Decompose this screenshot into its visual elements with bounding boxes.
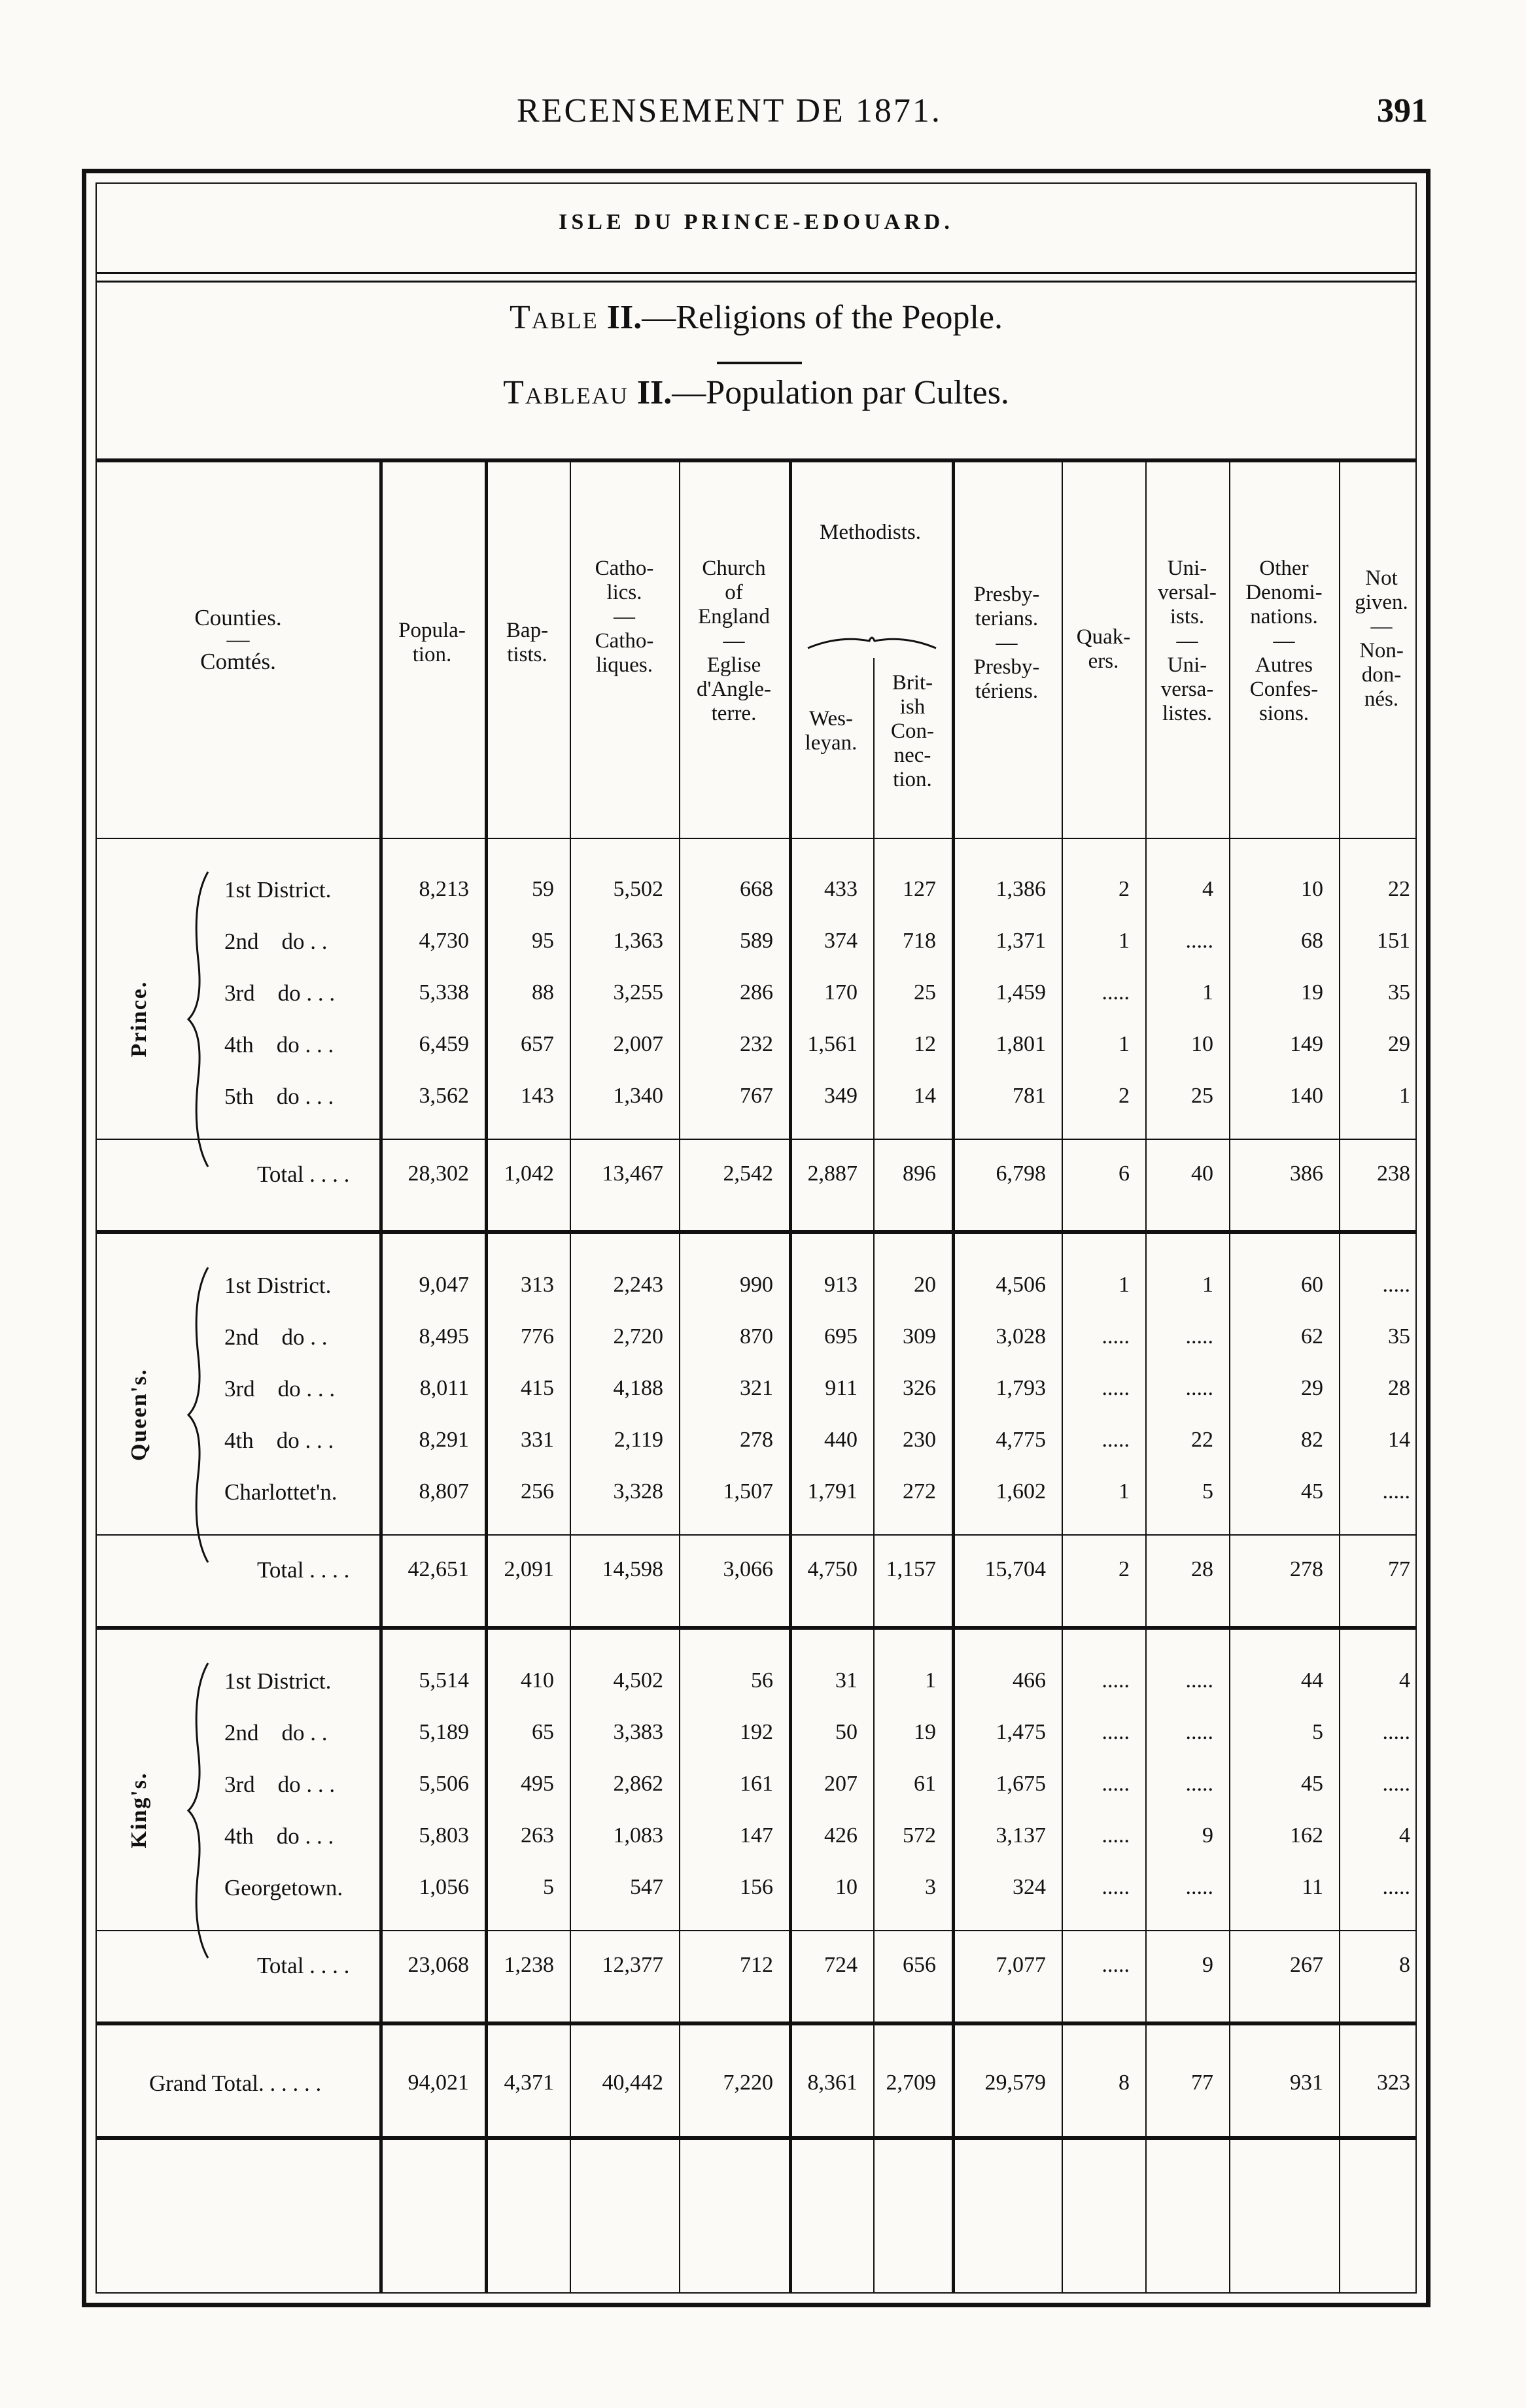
- methodists-brace: [806, 632, 937, 651]
- table-cell: 1,386: [996, 877, 1046, 901]
- table-cell: 3,137: [996, 1823, 1046, 1848]
- table-cell: 170: [824, 980, 858, 1005]
- table-cell: 4,730: [419, 929, 469, 953]
- grand-total-cell: 2,709: [886, 2071, 936, 2095]
- district-label: 1st District.: [224, 877, 332, 903]
- table-cell: 35: [1388, 1324, 1410, 1349]
- table-cell: 9: [1202, 1823, 1213, 1848]
- total-cell: 724: [824, 1953, 858, 1977]
- total-cell: 238: [1377, 1161, 1410, 1186]
- table-cell: .....: [1101, 1376, 1130, 1400]
- table-cell: 31: [835, 1668, 858, 1693]
- table-cell: 14: [1388, 1428, 1410, 1452]
- table-cell: .....: [1101, 1823, 1130, 1848]
- table-title-en-numeral: II.: [606, 299, 642, 336]
- col-sep: [379, 458, 383, 2292]
- header-wesleyan: Wes- leyan.: [805, 707, 858, 755]
- table-cell: .....: [1185, 1668, 1213, 1693]
- table-cell: 8,213: [419, 877, 469, 901]
- table-cell: 232: [740, 1032, 773, 1056]
- table-cell: 3,255: [613, 980, 663, 1005]
- table-cell: 5,803: [419, 1823, 469, 1848]
- col-sep: [570, 458, 571, 2292]
- total-cell: 6,798: [996, 1161, 1046, 1186]
- total-cell: 3,066: [723, 1557, 773, 1581]
- table-cell: 657: [521, 1032, 554, 1056]
- table-cell: 1,507: [723, 1479, 773, 1504]
- table-cell: 2,243: [613, 1273, 663, 1297]
- total-cell: 42,651: [408, 1557, 469, 1581]
- district-label: 2nd do . .: [224, 929, 328, 954]
- table-cell: 767: [740, 1084, 773, 1108]
- district-label: Charlottet'n.: [224, 1479, 338, 1505]
- total-cell: 1,238: [504, 1953, 554, 1977]
- table-cell: 6,459: [419, 1032, 469, 1056]
- col-sep: [1145, 458, 1147, 2292]
- table-cell: 440: [824, 1428, 858, 1452]
- table-cell: 776: [521, 1324, 554, 1349]
- table-cell: 547: [630, 1875, 663, 1899]
- table-cell: 5: [1202, 1479, 1213, 1504]
- table-cell: 5: [1312, 1720, 1323, 1744]
- table-cell: 140: [1290, 1084, 1323, 1108]
- header-catholics: Catho- lics. — Catho- liques.: [595, 557, 654, 677]
- table-cell: 415: [521, 1376, 554, 1400]
- district-label: 1st District.: [224, 1668, 332, 1694]
- total-cell: 14,598: [602, 1557, 663, 1581]
- header-population: Popula- tion.: [398, 619, 466, 666]
- total-cell: 278: [1290, 1557, 1323, 1581]
- total-cell: 40: [1191, 1161, 1213, 1186]
- grand-total-cell: 40,442: [602, 2071, 663, 2095]
- table-cell: 45: [1301, 1479, 1323, 1504]
- header-baptists: Bap- tists.: [506, 619, 549, 666]
- table-cell: 95: [532, 929, 554, 953]
- header-british-connection: Brit- ish Con- nec- tion.: [891, 671, 934, 791]
- table-cell: 62: [1301, 1324, 1323, 1349]
- table-cell: 589: [740, 929, 773, 953]
- table-cell: .....: [1185, 1376, 1213, 1400]
- county-separator-rule: [97, 1626, 1415, 1630]
- table-cell: 50: [835, 1720, 858, 1744]
- table-cell: 313: [521, 1273, 554, 1297]
- grand-total-label: Grand Total. . . . . .: [149, 2071, 322, 2096]
- table-cell: 1: [1202, 1273, 1213, 1297]
- table-cell: 22: [1191, 1428, 1213, 1452]
- table-cell: 4: [1399, 1823, 1410, 1848]
- col-sep: [679, 458, 680, 2292]
- table-cell: 5,502: [613, 877, 663, 901]
- table-cell: 1,371: [996, 929, 1046, 953]
- total-cell: 896: [903, 1161, 936, 1186]
- header-counties-fr: Comtés.: [200, 649, 276, 674]
- table-title-fr-text: —Population par Cultes.: [672, 374, 1009, 411]
- total-cell: 23,068: [408, 1953, 469, 1977]
- total-cell: 4,750: [807, 1557, 858, 1581]
- table-cell: 5,338: [419, 980, 469, 1005]
- table-title-french: [97, 373, 1415, 412]
- table-cell: .....: [1101, 1668, 1130, 1693]
- table-cell: 44: [1301, 1668, 1323, 1693]
- table-cell: 156: [740, 1875, 773, 1899]
- total-cell: 15,704: [984, 1557, 1046, 1581]
- table-title-fr-prefix: Tableau: [503, 374, 629, 411]
- total-cell: 2: [1118, 1557, 1130, 1581]
- table-cell: 1,793: [996, 1376, 1046, 1400]
- table-cell: .....: [1101, 1428, 1130, 1452]
- table-cell: 718: [903, 929, 936, 953]
- county-separator-rule: [97, 1230, 1415, 1234]
- total-label: Total . . . .: [257, 1161, 350, 1187]
- grand-total-cell: 8: [1118, 2071, 1130, 2095]
- table-cell: 2,119: [614, 1428, 663, 1452]
- table-cell: 10: [835, 1875, 858, 1899]
- table-cell: 1,602: [996, 1479, 1046, 1504]
- col-sep: [485, 458, 488, 2292]
- total-cell: 77: [1388, 1557, 1410, 1581]
- title-rule: [97, 272, 1415, 283]
- table-cell: .....: [1382, 1875, 1410, 1899]
- district-label: 5th do . . .: [224, 1084, 334, 1109]
- table-cell: 256: [521, 1479, 554, 1504]
- table-cell: 22: [1388, 877, 1410, 901]
- total-cell: 656: [903, 1953, 936, 1977]
- table-cell: 5: [543, 1875, 554, 1899]
- table-cell: .....: [1185, 1720, 1213, 1744]
- table-cell: 28: [1388, 1376, 1410, 1400]
- table-cell: 990: [740, 1273, 773, 1297]
- table-cell: 56: [751, 1668, 773, 1693]
- table-cell: 3,028: [996, 1324, 1046, 1349]
- table-cell: .....: [1101, 1772, 1130, 1796]
- county-brace: [185, 870, 211, 1168]
- total-cell: 2,091: [504, 1557, 554, 1581]
- table-cell: 68: [1301, 929, 1323, 953]
- table-cell: 426: [824, 1823, 858, 1848]
- table-cell: 1: [1118, 929, 1130, 953]
- total-cell: 12,377: [602, 1953, 663, 1977]
- district-label: 3rd do . . .: [224, 1376, 336, 1402]
- table-cell: 61: [914, 1772, 936, 1796]
- table-cell: 4: [1202, 877, 1213, 901]
- district-label: 4th do . . .: [224, 1428, 334, 1453]
- total-cell: 712: [740, 1953, 773, 1977]
- total-cell: 2,887: [807, 1161, 858, 1186]
- table-cell: 1,340: [613, 1084, 663, 1108]
- table-cell: 1: [1118, 1032, 1130, 1056]
- table-title-en-text: —Religions of the People.: [642, 299, 1003, 336]
- table-cell: 149: [1290, 1032, 1323, 1056]
- table-cell: 668: [740, 877, 773, 901]
- table-cell: 8,807: [419, 1479, 469, 1504]
- table-cell: 5,514: [419, 1668, 469, 1693]
- district-label: 3rd do . . .: [224, 980, 336, 1006]
- table-cell: .....: [1382, 1273, 1410, 1297]
- table-cell: 4: [1399, 1668, 1410, 1693]
- col-sep: [1339, 458, 1340, 2292]
- county-name: King's.: [127, 1772, 151, 1848]
- header-methodists: Methodists.: [820, 521, 921, 544]
- table-cell: 911: [825, 1376, 858, 1400]
- table-cell: 45: [1301, 1772, 1323, 1796]
- table-cell: 324: [1013, 1875, 1046, 1899]
- table-cell: 349: [824, 1084, 858, 1108]
- table-cell: 3,383: [613, 1720, 663, 1744]
- table-cell: 8,495: [419, 1324, 469, 1349]
- table-cell: 781: [1013, 1084, 1046, 1108]
- table-cell: 29: [1301, 1376, 1323, 1400]
- table-cell: 2: [1118, 1084, 1130, 1108]
- table-cell: 127: [903, 877, 936, 901]
- district-label: 2nd do . .: [224, 1324, 328, 1350]
- table-cell: .....: [1382, 1479, 1410, 1504]
- running-head-title: RECENSEMENT DE 1871.: [517, 92, 942, 129]
- table-cell: 192: [740, 1720, 773, 1744]
- table-cell: 1: [1118, 1479, 1130, 1504]
- total-cell: 28: [1191, 1557, 1213, 1581]
- table-cell: 1: [1118, 1273, 1130, 1297]
- table-cell: 1,475: [996, 1720, 1046, 1744]
- table-cell: 25: [1191, 1084, 1213, 1108]
- table-title-en-prefix: Table: [510, 299, 598, 336]
- total-cell: 28,302: [408, 1161, 469, 1186]
- page-number: 391: [1377, 92, 1428, 129]
- header-counties: Counties. — Comtés.: [97, 606, 379, 674]
- total-cell: 7,077: [996, 1953, 1046, 1977]
- grand-total-cell: 77: [1191, 2071, 1213, 2095]
- header-quakers: Quak- ers.: [1076, 625, 1131, 673]
- table-cell: .....: [1101, 1324, 1130, 1349]
- table-cell: 11: [1302, 1875, 1323, 1899]
- col-sep: [873, 658, 875, 2292]
- table-cell: 1,675: [996, 1772, 1046, 1796]
- total-label: Total . . . .: [257, 1953, 350, 1978]
- table-cell: 82: [1301, 1428, 1323, 1452]
- table-cell: 5,506: [419, 1772, 469, 1796]
- table-cell: .....: [1101, 980, 1130, 1005]
- table-cell: 20: [914, 1273, 936, 1297]
- title-separator: [717, 362, 802, 364]
- district-label: Georgetown.: [224, 1875, 343, 1901]
- table-cell: 433: [824, 877, 858, 901]
- table-cell: 143: [521, 1084, 554, 1108]
- table-cell: .....: [1185, 1772, 1213, 1796]
- subtotal-rule: [97, 1139, 1415, 1140]
- total-cell: .....: [1101, 1953, 1130, 1977]
- table-cell: .....: [1101, 1720, 1130, 1744]
- table-cell: 10: [1191, 1032, 1213, 1056]
- religion-table: [97, 458, 1415, 2292]
- table-cell: 88: [532, 980, 554, 1005]
- district-label: 3rd do . . .: [224, 1772, 336, 1797]
- table-cell: 3: [925, 1875, 936, 1899]
- table-cell: 870: [740, 1324, 773, 1349]
- table-cell: 1,561: [807, 1032, 858, 1056]
- table-cell: 2,862: [613, 1772, 663, 1796]
- table-cell: 410: [521, 1668, 554, 1693]
- table-cell: 374: [824, 929, 858, 953]
- table-cell: 1: [1202, 980, 1213, 1005]
- table-cell: 2,007: [613, 1032, 663, 1056]
- district-label: 2nd do . .: [224, 1720, 328, 1746]
- county-name: Prince.: [127, 980, 151, 1057]
- table-cell: 278: [740, 1428, 773, 1452]
- table-cell: 1,801: [996, 1032, 1046, 1056]
- table-cell: 8,291: [419, 1428, 469, 1452]
- table-cell: .....: [1382, 1772, 1410, 1796]
- header-counties-en: Counties.: [194, 605, 282, 630]
- header-bottom-rule: [97, 838, 1415, 839]
- table-cell: .....: [1185, 929, 1213, 953]
- table-cell: 1,083: [613, 1823, 663, 1848]
- grand-total-cell: 94,021: [408, 2071, 469, 2095]
- table-cell: 230: [903, 1428, 936, 1452]
- table-cell: 572: [903, 1823, 936, 1848]
- table-cell: 19: [1301, 980, 1323, 1005]
- table-cell: 272: [903, 1479, 936, 1504]
- table-cell: 19: [914, 1720, 936, 1744]
- table-title-english: [97, 298, 1415, 337]
- total-cell: 6: [1118, 1161, 1130, 1186]
- table-frame: [82, 169, 1431, 2307]
- grand-total-cell: 7,220: [723, 2071, 773, 2095]
- table-cell: .....: [1382, 1720, 1410, 1744]
- table-cell: 5,189: [419, 1720, 469, 1744]
- table-cell: 29: [1388, 1032, 1410, 1056]
- table-cell: 151: [1377, 929, 1410, 953]
- col-sep: [1062, 458, 1063, 2292]
- table-cell: .....: [1185, 1875, 1213, 1899]
- table-cell: 8,011: [419, 1376, 469, 1400]
- running-head: [0, 92, 1526, 131]
- grand-total-cell: 931: [1290, 2071, 1323, 2095]
- table-bottom-rule: [97, 2136, 1415, 2140]
- table-cell: 2: [1118, 877, 1130, 901]
- col-sep: [952, 458, 955, 2292]
- table-cell: 3,562: [419, 1084, 469, 1108]
- table-frame-inner: [95, 182, 1417, 2294]
- total-cell: 1,042: [504, 1161, 554, 1186]
- total-cell: 2,542: [723, 1161, 773, 1186]
- table-cell: 2,720: [613, 1324, 663, 1349]
- table-cell: 35: [1388, 980, 1410, 1005]
- table-cell: 466: [1013, 1668, 1046, 1693]
- table-cell: 286: [740, 980, 773, 1005]
- grand-total-cell: 323: [1377, 2071, 1410, 2095]
- table-title-fr-numeral: II.: [636, 374, 672, 411]
- county-brace: [185, 1266, 211, 1564]
- table-cell: 25: [914, 980, 936, 1005]
- table-cell: 309: [903, 1324, 936, 1349]
- header-not-given: Not given. — Non- don- nés.: [1355, 566, 1408, 711]
- table-cell: 161: [740, 1772, 773, 1796]
- total-cell: 267: [1290, 1953, 1323, 1977]
- total-cell: 1,157: [886, 1557, 936, 1581]
- subtotal-rule: [97, 1930, 1415, 1931]
- header-top-rule: [97, 458, 1415, 462]
- table-cell: 913: [824, 1273, 858, 1297]
- grand-total-cell: 29,579: [984, 2071, 1046, 2095]
- table-cell: 1,363: [613, 929, 663, 953]
- table-cell: 1,459: [996, 980, 1046, 1005]
- table-cell: .....: [1101, 1875, 1130, 1899]
- total-cell: 13,467: [602, 1161, 663, 1186]
- total-cell: 8: [1399, 1953, 1410, 1977]
- grand-total-cell: 4,371: [504, 2071, 554, 2095]
- county-separator-rule: [97, 2021, 1415, 2025]
- table-cell: 695: [824, 1324, 858, 1349]
- table-cell: 4,506: [996, 1273, 1046, 1297]
- table-cell: 1,791: [807, 1479, 858, 1504]
- table-cell: 10: [1301, 877, 1323, 901]
- table-cell: 263: [521, 1823, 554, 1848]
- col-sep: [1229, 458, 1230, 2292]
- header-church-of-england: Church of England — Eglise d'Angle- terre.: [696, 557, 772, 725]
- section-title: ISLE DU PRINCE-EDOUARD.: [559, 210, 954, 234]
- header-presbyterians: Presby- terians. — Presby- tériens.: [973, 583, 1040, 703]
- table-cell: 4,502: [613, 1668, 663, 1693]
- district-label: 4th do . . .: [224, 1032, 334, 1058]
- table-cell: 59: [532, 877, 554, 901]
- table-cell: 65: [532, 1720, 554, 1744]
- table-cell: .....: [1185, 1324, 1213, 1349]
- table-cell: 3,328: [613, 1479, 663, 1504]
- table-cell: 12: [914, 1032, 936, 1056]
- table-cell: 207: [824, 1772, 858, 1796]
- header-universalists: Uni- versal- ists. — Uni- versa- listes.: [1158, 557, 1217, 725]
- table-cell: 1: [1399, 1084, 1410, 1108]
- header-other-denominations: Other Denomi- nations. — Autres Confes- sions.: [1245, 557, 1323, 725]
- table-cell: 162: [1290, 1823, 1323, 1848]
- table-cell: 14: [914, 1084, 936, 1108]
- table-cell: 1: [925, 1668, 936, 1693]
- county-name: Queen's.: [127, 1367, 151, 1461]
- table-cell: 326: [903, 1376, 936, 1400]
- total-cell: 386: [1290, 1161, 1323, 1186]
- table-cell: 60: [1301, 1273, 1323, 1297]
- table-cell: 1,056: [419, 1875, 469, 1899]
- table-cell: 9,047: [419, 1273, 469, 1297]
- district-label: 4th do . . .: [224, 1823, 334, 1849]
- table-cell: 331: [521, 1428, 554, 1452]
- table-cell: 147: [740, 1823, 773, 1848]
- table-cell: 4,188: [613, 1376, 663, 1400]
- total-label: Total . . . .: [257, 1557, 350, 1583]
- total-cell: 9: [1202, 1953, 1213, 1977]
- county-brace: [185, 1662, 211, 1959]
- district-label: 1st District.: [224, 1273, 332, 1298]
- subtotal-rule: [97, 1534, 1415, 1536]
- table-cell: 321: [740, 1376, 773, 1400]
- table-cell: 4,775: [996, 1428, 1046, 1452]
- table-cell: 495: [521, 1772, 554, 1796]
- grand-total-cell: 8,361: [807, 2071, 858, 2095]
